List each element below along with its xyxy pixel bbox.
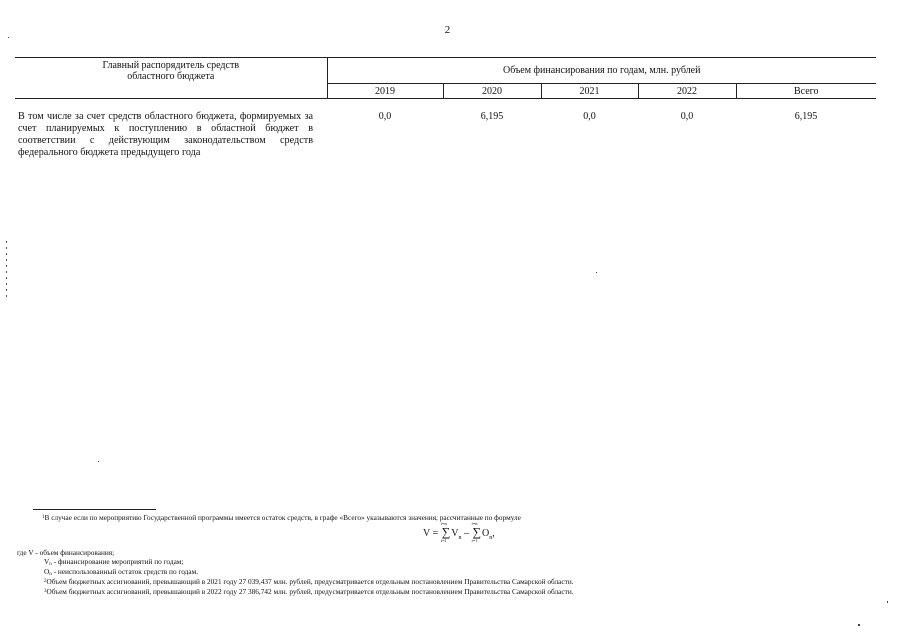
scan-speck: [858, 624, 860, 626]
sum-sign-2: ∑ i=n i=1: [471, 521, 482, 543]
footnote-1-text: В случае если по мероприятию Государственной программы имеется остаток средств, в графе «Всего» указываются значения, рассчитанные по формуле: [44, 513, 521, 522]
header-chief-administrator: Главный распорядитель средств областного бюджета: [15, 58, 327, 99]
footnote-3: [44, 588, 574, 596]
formula-lhs: V =: [423, 528, 439, 539]
scan-speck: [8, 37, 9, 38]
header-year-2022: 2022: [638, 84, 736, 99]
formula-term-2: O: [482, 528, 490, 539]
table-row: [15, 99, 876, 160]
footnote-1-marker: 1: [42, 515, 45, 520]
formula-comma: ,: [492, 528, 495, 539]
formula-term-1-sub: n: [458, 535, 462, 541]
vn-subscript: n: [49, 562, 52, 567]
footnote-divider: [33, 509, 156, 510]
header-funding-by-year: Объем финансирования по годам, млн. рублей: [327, 58, 876, 84]
footnote-1: [42, 514, 521, 522]
scan-speck: [596, 272, 597, 273]
sum-sign-1: ∑ i=n i=1: [440, 521, 451, 543]
value-2020: 6,195: [480, 111, 504, 122]
sum-1-top: i=n: [440, 521, 447, 526]
footnote-2-text: Объем бюджетных ассигнований, превышающий в 2021 году 27 039,437 млн. рублей, предусматривается отдельным постановлением Правительства Самарской области.: [46, 577, 574, 586]
scan-speck: [98, 461, 99, 462]
formula-term-1: V: [451, 528, 459, 539]
footnote-2-marker: 2: [44, 579, 47, 584]
header-total: Всего: [736, 84, 876, 99]
footnote-where: где V - объем финансирования;: [17, 548, 115, 557]
value-2021: 0,0: [583, 111, 596, 122]
value-2019: 0,0: [378, 111, 392, 122]
page-number: 2: [444, 24, 451, 36]
sum-2-top: i=n: [471, 521, 478, 526]
header-year-2020: 2020: [443, 84, 541, 99]
footnote-2: [44, 578, 574, 586]
vn-symbol: V: [44, 557, 50, 566]
formula: [423, 521, 495, 544]
scan-speck: [887, 601, 888, 603]
funding-table: [15, 57, 876, 159]
scan-speck: [6, 241, 7, 299]
formula-term-2-sub: n: [489, 535, 493, 541]
on-text: - неиспользованный остаток средств по годам.: [51, 567, 199, 576]
on-symbol: O: [44, 567, 50, 576]
footnote-3-marker: 3: [44, 589, 47, 594]
footnote-3-text: Объем бюджетных ассигнований, превышающий в 2022 году 27 386,742 млн. рублей, предусматривается отдельным постановлением Правительства Самарской области.: [46, 587, 574, 596]
header-year-2019: 2019: [327, 84, 443, 99]
on-subscript: n: [49, 572, 52, 577]
sum-1-bottom: i=1: [440, 538, 447, 543]
formula-minus: –: [463, 528, 469, 539]
vn-text: - финансирование мероприятий по годам;: [51, 557, 184, 566]
sum-2-bottom: i=1: [471, 538, 478, 543]
header-year-2021: 2021: [541, 84, 638, 99]
value-total: 6,195: [794, 111, 818, 122]
row-description: В том числе за счет средств областного бюджета, формируемых за счет планируемых к поступлению в областной бюджет в соответствии с действующим законодательством средств федерального бюджета предыдущего года: [18, 111, 313, 158]
value-2022: 0,0: [680, 111, 694, 122]
